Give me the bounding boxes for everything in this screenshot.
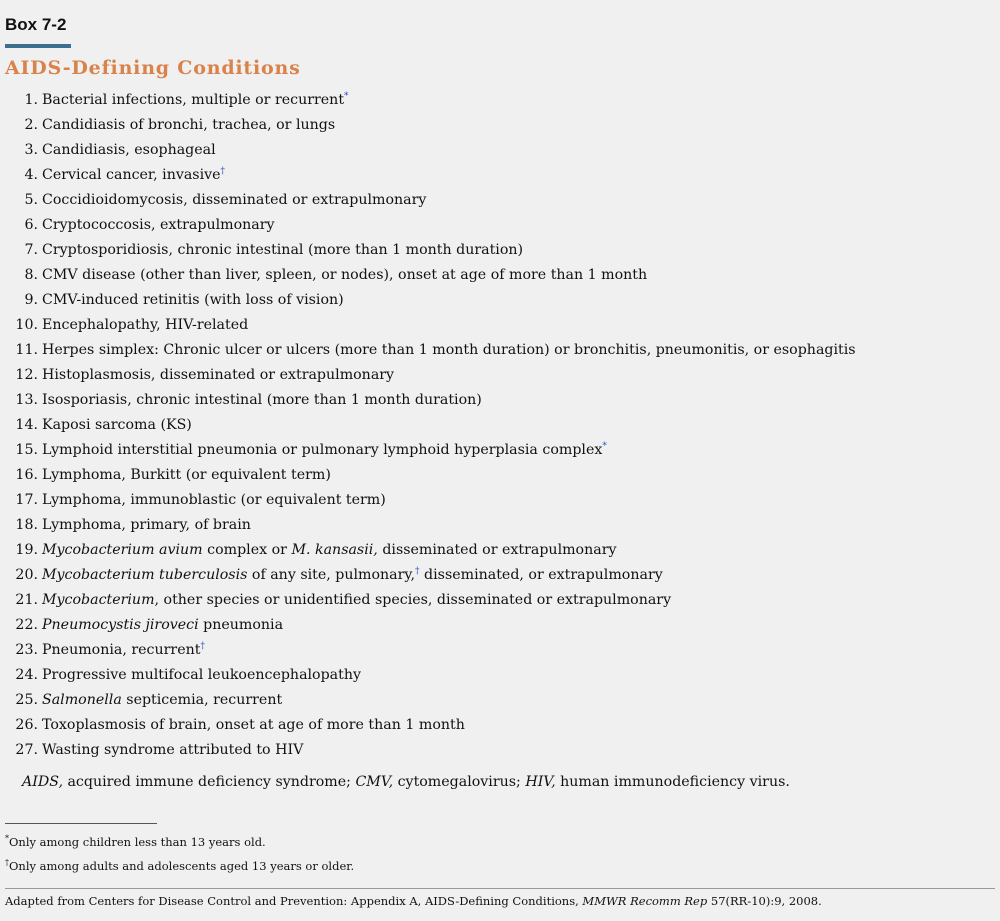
item-text	[42, 742, 303, 758]
item-number: 21.	[15, 592, 38, 608]
text-run: Encephalopathy, HIV-related	[42, 317, 249, 333]
italic-term: MMWR Recomm Rep	[582, 894, 708, 908]
list-item	[0, 213, 1000, 238]
item-text	[42, 592, 671, 608]
text-run: CMV disease (other than liver, spleen, or nodes), onset at age of more than 1 month	[42, 267, 648, 283]
list-item	[0, 613, 1000, 638]
text-run: human immunodeficiency virus.	[555, 774, 790, 790]
text-run: pneumonia	[198, 617, 284, 633]
item-text	[42, 492, 386, 508]
text-run: Candidiasis, esophageal	[42, 142, 216, 158]
text-run: Pneumonia, recurrent	[42, 642, 201, 658]
list-item	[0, 363, 1000, 388]
item-text	[42, 617, 283, 633]
text-run: Herpes simplex: Chronic ulcer or ulcers (more than 1 month duration) or bronchitis, pneumonitis, or esophagitis	[42, 342, 856, 358]
list-item	[0, 313, 1000, 338]
item-text	[42, 417, 192, 433]
text-run: of any site, pulmonary,	[247, 567, 416, 583]
item-text	[42, 292, 344, 308]
text-run: Cryptococcosis, extrapulmonary	[42, 217, 275, 233]
text-run: Bacterial infections, multiple or recurrent	[42, 92, 345, 108]
text-run: disseminated or extrapulmonary	[377, 542, 617, 558]
text-run: Coccidioidomycosis, disseminated or extrapulmonary	[42, 192, 427, 208]
text-run: Cryptosporidiosis, chronic intestinal (more than 1 month duration)	[42, 242, 524, 258]
text-run: septicemia, recurrent	[121, 692, 283, 708]
italic-term: Mycobacterium avium	[42, 542, 203, 558]
text-run: Toxoplasmosis of brain, onset at age of more than 1 month	[42, 717, 465, 733]
box-label-rule	[5, 44, 71, 48]
item-text	[42, 467, 331, 483]
item-number: 1.	[24, 92, 38, 108]
box-label: Box 7-2	[5, 15, 67, 34]
footnote-adults	[5, 859, 354, 873]
item-number: 23.	[15, 642, 38, 658]
footnote-mark: †	[415, 566, 420, 577]
item-text	[42, 92, 349, 108]
item-number: 5.	[24, 192, 38, 208]
item-text	[42, 217, 275, 233]
item-number: 8.	[24, 267, 38, 283]
item-number: 27.	[15, 742, 38, 758]
list-item	[0, 638, 1000, 663]
list-item	[0, 388, 1000, 413]
list-item	[0, 188, 1000, 213]
list-item	[0, 688, 1000, 713]
item-text	[42, 342, 856, 358]
text-run: Candidiasis of bronchi, trachea, or lungs	[42, 117, 336, 133]
item-number: 17.	[15, 492, 38, 508]
list-item	[0, 588, 1000, 613]
list-item	[0, 263, 1000, 288]
item-text	[42, 517, 251, 533]
source-rule	[5, 888, 995, 889]
item-number: 22.	[15, 617, 38, 633]
footnote-mark: *	[344, 91, 349, 102]
item-number: 24.	[15, 667, 38, 683]
text-run: Adapted from Centers for Disease Control and Prevention: Appendix A, AIDS-Defining Conditions,	[5, 894, 583, 908]
text-run: acquired immune deficiency syndrome;	[62, 774, 356, 790]
list-item	[0, 88, 1000, 113]
item-text	[42, 142, 216, 158]
text-run: Kaposi sarcoma (KS)	[42, 417, 192, 433]
item-text	[42, 242, 523, 258]
italic-term: Mycobacterium tuberculosis	[42, 567, 248, 583]
footnote-text: Only among children less than 13 years old.	[9, 835, 266, 849]
footnote-mark: †	[220, 166, 226, 177]
list-item	[0, 513, 1000, 538]
item-text	[42, 367, 394, 383]
item-number: 14.	[15, 417, 38, 433]
list-item	[0, 138, 1000, 163]
italic-term: AIDS,	[22, 774, 63, 790]
item-number: 7.	[24, 242, 38, 258]
text-run: Lymphoma, Burkitt (or equivalent term)	[42, 467, 331, 483]
footnote-symbol: †	[5, 858, 9, 868]
text-run: complex or	[202, 542, 292, 558]
item-text	[42, 442, 607, 458]
text-run: Histoplasmosis, disseminated or extrapulmonary	[42, 367, 395, 383]
item-number: 15.	[15, 442, 38, 458]
list-item	[0, 463, 1000, 488]
item-number: 12.	[15, 367, 38, 383]
item-text	[42, 317, 248, 333]
list-item	[0, 438, 1000, 463]
item-number: 13.	[15, 392, 38, 408]
text-run: Lymphoma, immunoblastic (or equivalent term)	[42, 492, 386, 508]
list-item	[0, 563, 1000, 588]
text-run: disseminated, or extrapulmonary	[419, 567, 663, 583]
conditions-list	[0, 88, 1000, 763]
item-text	[42, 117, 335, 133]
text-run: CMV-induced retinitis (with loss of vision)	[42, 292, 344, 308]
item-number: 18.	[15, 517, 38, 533]
list-item	[0, 713, 1000, 738]
footnote-children	[5, 835, 266, 849]
abbreviations-note	[22, 770, 790, 795]
item-number: 2.	[24, 117, 38, 133]
list-item	[0, 488, 1000, 513]
item-text	[42, 567, 663, 583]
item-number: 9.	[24, 292, 38, 308]
item-number: 20.	[15, 567, 38, 583]
italic-term: Mycobacterium	[42, 592, 155, 608]
text-run: Lymphoma, primary, of brain	[42, 517, 251, 533]
item-number: 16.	[15, 467, 38, 483]
footnote-rule	[5, 823, 157, 824]
italic-term: M. kansasii,	[291, 542, 378, 558]
item-number: 11.	[15, 342, 38, 358]
italic-term: Salmonella	[42, 692, 122, 708]
text-run: cytomegalovirus;	[393, 774, 526, 790]
item-text	[42, 692, 282, 708]
text-run: 57(RR-10):9, 2008.	[707, 894, 822, 908]
list-item	[0, 663, 1000, 688]
text-run: Wasting syndrome attributed to HIV	[42, 742, 304, 758]
item-text	[42, 717, 465, 733]
item-text	[42, 192, 426, 208]
list-item	[0, 338, 1000, 363]
source-citation	[5, 894, 822, 908]
list-item	[0, 738, 1000, 763]
text-run: Progressive multifocal leukoencephalopathy	[42, 667, 361, 683]
item-number: 4.	[24, 167, 38, 183]
list-item	[0, 288, 1000, 313]
footnote-symbol: *	[5, 834, 9, 844]
list-item	[0, 538, 1000, 563]
list-item	[0, 238, 1000, 263]
list-item	[0, 413, 1000, 438]
footnote-text: Only among adults and adolescents aged 13 years or older.	[9, 859, 355, 873]
item-text	[42, 642, 205, 658]
footnote-mark: *	[602, 441, 607, 452]
text-run: , other species or unidentified species, disseminated or extrapulmonary	[154, 592, 672, 608]
italic-term: HIV,	[525, 774, 556, 790]
item-text	[42, 267, 647, 283]
item-text	[42, 667, 361, 683]
item-number: 6.	[24, 217, 38, 233]
item-number: 10.	[15, 317, 38, 333]
list-item	[0, 163, 1000, 188]
item-text	[42, 392, 482, 408]
item-text	[42, 542, 617, 558]
list-item	[0, 113, 1000, 138]
text-run: Cervical cancer, invasive	[42, 167, 221, 183]
item-number: 25.	[15, 692, 38, 708]
item-number: 3.	[24, 142, 38, 158]
box-title: AIDS-Defining Conditions	[5, 57, 301, 79]
footnote-mark: †	[200, 641, 205, 652]
italic-term: Pneumocystis jiroveci	[42, 617, 199, 633]
item-text	[42, 167, 225, 183]
item-number: 19.	[15, 542, 38, 558]
text-run: Lymphoid interstitial pneumonia or pulmonary lymphoid hyperplasia complex	[42, 442, 603, 458]
text-run: Isosporiasis, chronic intestinal (more than 1 month duration)	[42, 392, 482, 408]
italic-term: CMV,	[355, 774, 394, 790]
item-number: 26.	[15, 717, 38, 733]
